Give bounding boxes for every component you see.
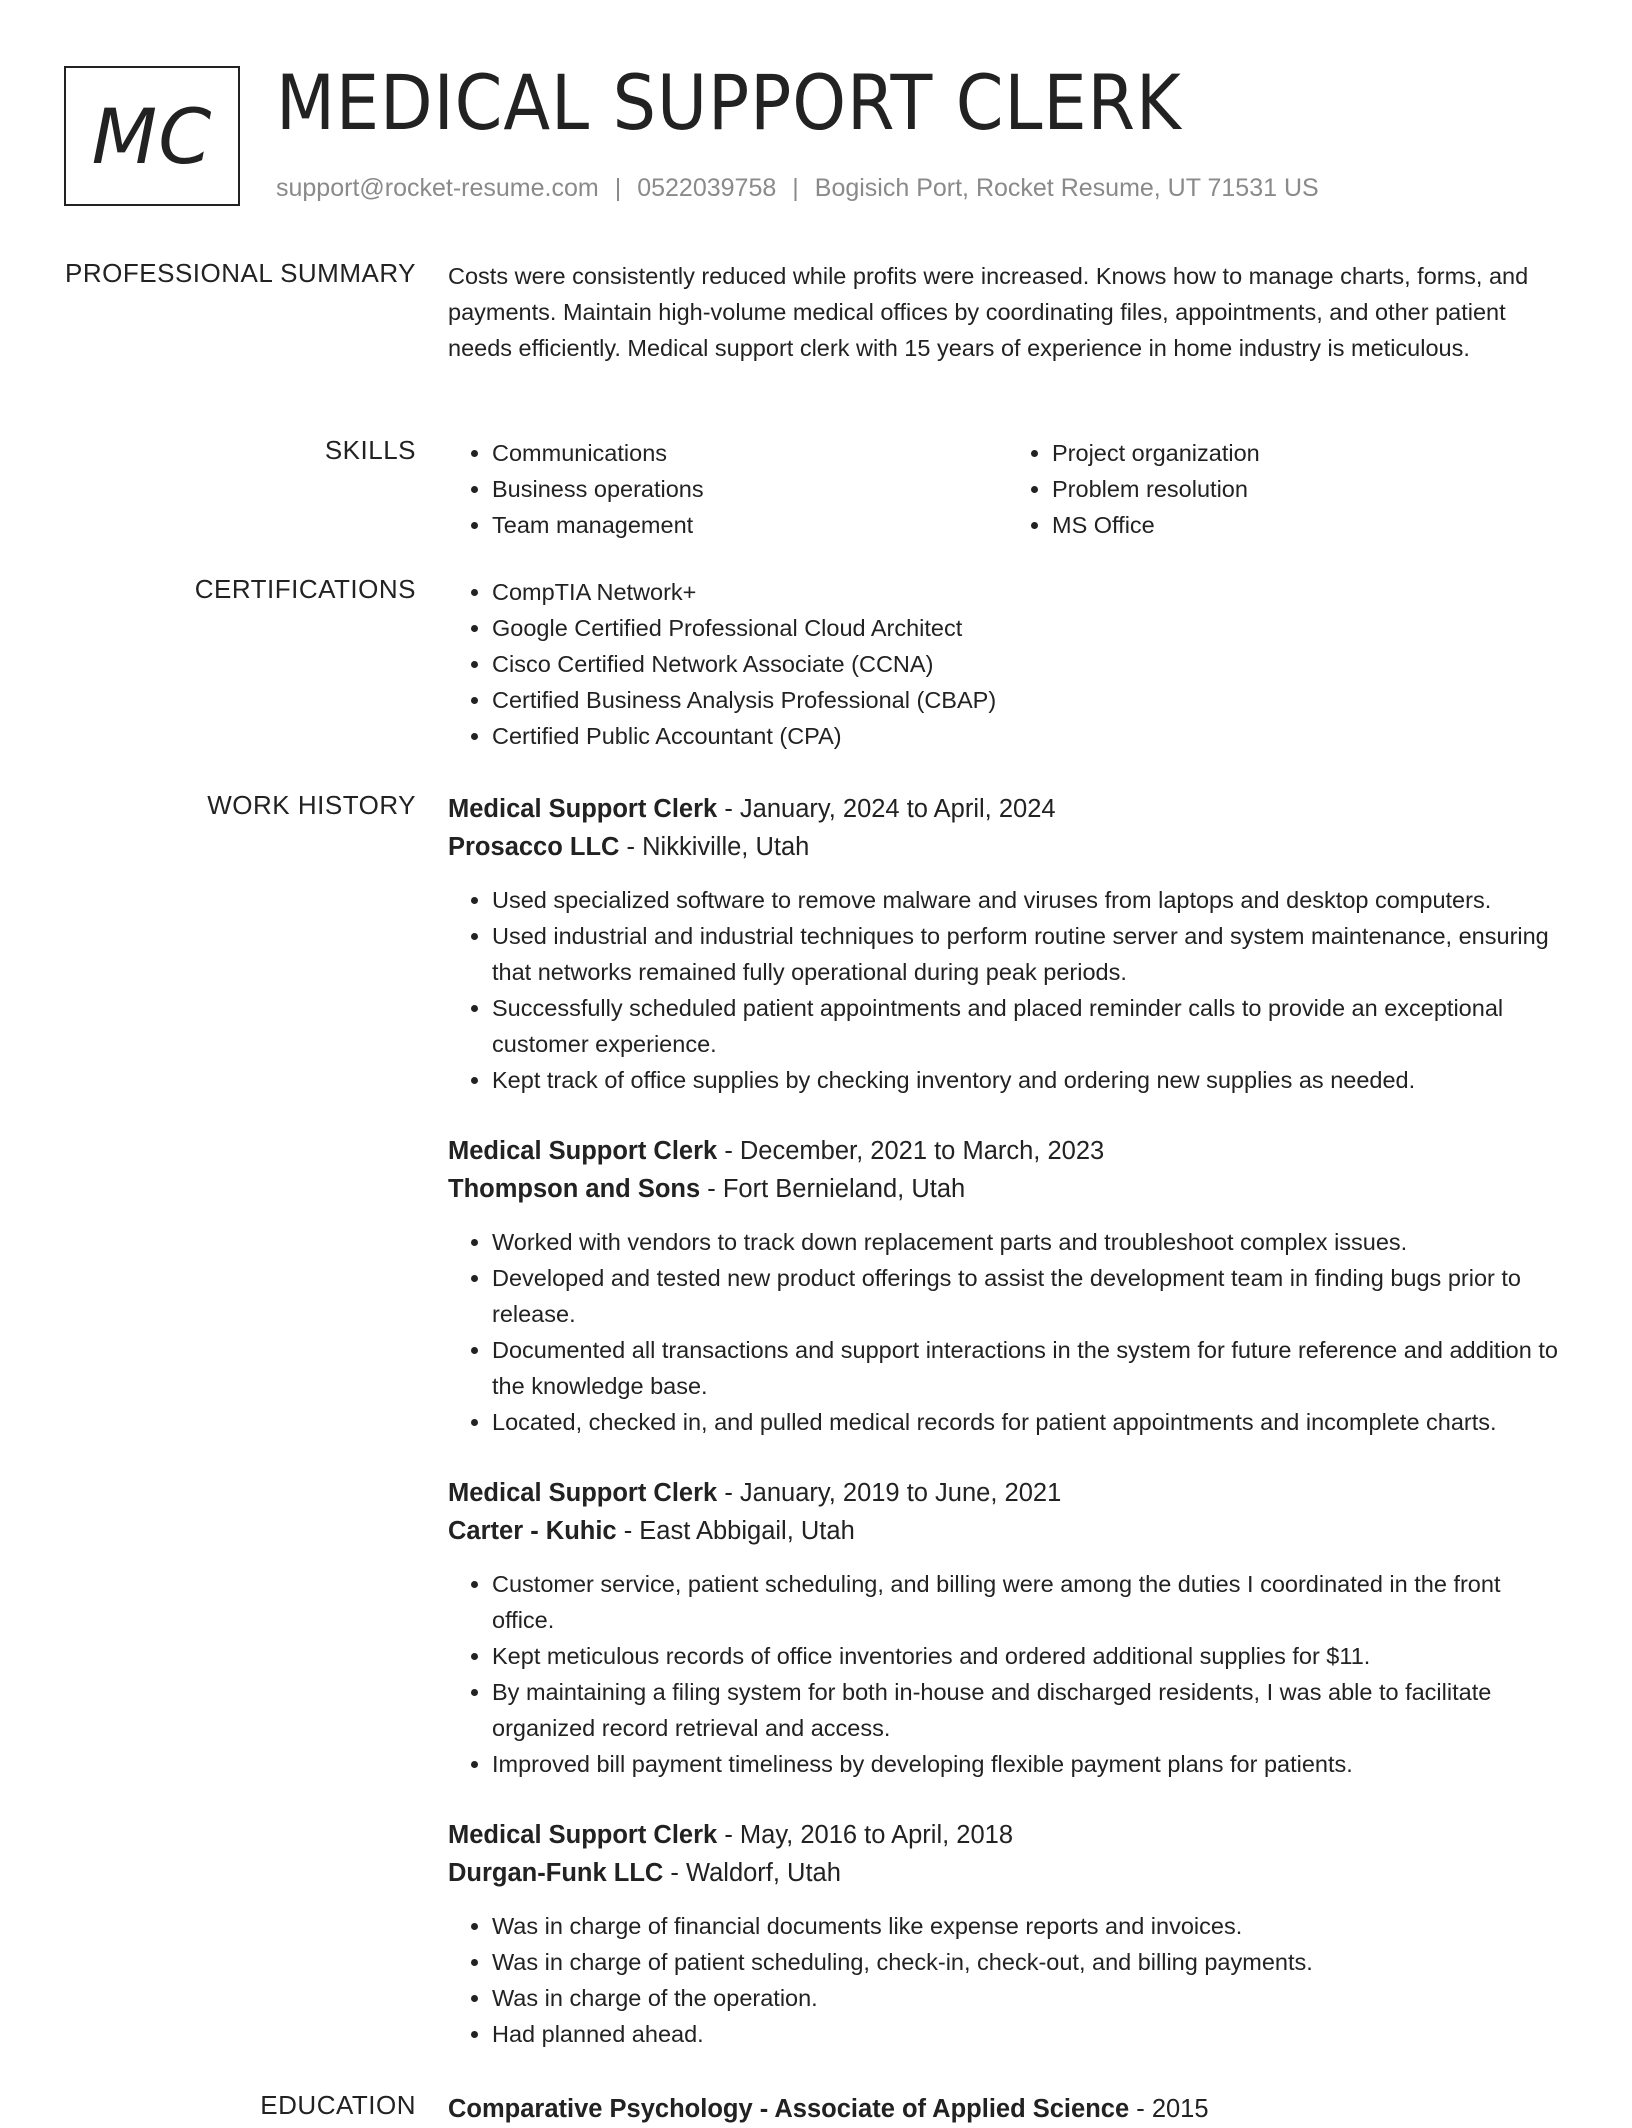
skills-column-1 [448,435,1008,543]
job-company: Prosacco LLC [448,833,620,861]
job-duties-list [448,882,1568,1098]
job-duty: • Kept track of office supplies by checking inventory and ordering new supplies as needed. [492,1062,1568,1098]
summary-text: Costs were consistently reduced while profits were increased. Knows how to manage charts, forms, and payments. Maintain high-volume medical offices by coordinating files, appointments, and other patient needs efficiently. Medical support clerk with 15 years of experience in home industry is meticulous. [448,263,1529,361]
job-title-line [448,1132,1568,1170]
job-title-line [448,1816,1568,1854]
job-duty: • Located, checked in, and pulled medical records for patient appointments and incomplete charts. [492,1404,1568,1440]
job-entry [448,1132,1568,1440]
education-degree: Comparative Psychology - Associate of Applied Science [448,2095,1130,2123]
job-duty: • Was in charge of financial documents like expense reports and invoices. [492,1908,1568,1944]
monogram-box [64,66,240,206]
certification-item: • Google Certified Professional Cloud Architect [492,610,1568,646]
contact-email: support@rocket-resume.com [276,174,599,202]
education-line [448,2090,1568,2128]
job-company-line [448,828,1568,866]
job-dates: - December, 2021 to March, 2023 [717,1137,1105,1165]
job-location: - Fort Bernieland, Utah [700,1175,966,1203]
job-duty: • Kept meticulous records of office inventories and ordered additional supplies for $11. [492,1638,1568,1674]
education-year: - 2015 [1129,2095,1209,2123]
job-duty: • Used specialized software to remove malware and viruses from laptops and desktop computers. [492,882,1568,918]
job-title: Medical Support Clerk [448,795,718,823]
skill-item: • Project organization [1052,435,1568,471]
job-duty: • Improved bill payment timeliness by developing flexible payment plans for patients. [492,1746,1568,1782]
section-heading-skills: SKILLS [324,435,416,465]
job-location: - East Abbigail, Utah [616,1517,855,1545]
skills-body [448,435,1568,543]
skill-item: • MS Office [1052,507,1568,543]
job-title-line [448,790,1568,828]
contact-phone: 0522039758 [637,174,777,202]
skill-item: • Communications [492,435,1008,471]
job-title-line [448,1474,1568,1512]
job-duty: • Worked with vendors to track down replacement parts and troubleshoot complex issues. [492,1224,1568,1260]
job-company-line [448,1854,1568,1892]
job-duties-list [448,1566,1568,1782]
job-entry [448,1816,1568,2052]
job-duties-list [448,1224,1568,1440]
job-duty: • Had planned ahead. [492,2016,1568,2052]
contact-address: Bogisich Port, Rocket Resume, UT 71531 US [814,174,1319,202]
monogram-initials: MC [91,91,213,181]
job-company: Durgan-Funk LLC [448,1859,664,1887]
certification-item: • Certified Business Analysis Professional (CBAP) [492,682,1568,718]
skill-item: • Team management [492,507,1008,543]
job-duty: • Was in charge of patient scheduling, check-in, check-out, and billing payments. [492,1944,1568,1980]
skills-column-2 [1008,435,1568,543]
work-history-body [448,790,1568,2086]
contact-line [276,174,1319,203]
job-location: - Waldorf, Utah [663,1859,841,1887]
job-duty: • Developed and tested new product offerings to assist the development team in finding bugs prior to release. [492,1260,1568,1332]
contact-separator: | [614,174,622,202]
certification-item: • Certified Public Accountant (CPA) [492,718,1568,754]
job-entry [448,1474,1568,1782]
section-heading-education: EDUCATION [260,2090,416,2120]
certification-item: • CompTIA Network+ [492,574,1568,610]
certifications-list [448,574,1568,754]
job-company-line [448,1170,1568,1208]
job-title: Medical Support Clerk [448,1137,718,1165]
job-duty: • Successfully scheduled patient appointments and placed reminder calls to provide an exceptional customer experience. [492,990,1568,1062]
job-duties-list [448,1908,1568,2052]
skill-item: • Problem resolution [1052,471,1568,507]
section-heading-summary: PROFESSIONAL SUMMARY [65,258,416,288]
job-dates: - May, 2016 to April, 2018 [717,1821,1014,1849]
job-title: Medical Support Clerk [448,1821,718,1849]
job-duty: • Used industrial and industrial techniques to perform routine server and system maintenance, ensuring that networks remained fully operational during peak periods. [492,918,1568,990]
job-company: Thompson and Sons [448,1175,701,1203]
job-location: - Nikkiville, Utah [619,833,810,861]
certifications-body [448,574,1568,754]
job-dates: - January, 2019 to June, 2021 [717,1479,1062,1507]
resume-title: MEDICAL SUPPORT CLERK [276,58,1182,147]
job-company: Carter - Kuhic [448,1517,617,1545]
education-body [448,2090,1568,2128]
job-entry [448,790,1568,1098]
contact-separator: | [792,174,799,202]
summary-body [448,258,1568,366]
job-duty: • Customer service, patient scheduling, and billing were among the duties I coordinated in the front office. [492,1566,1568,1638]
section-heading-certifications: CERTIFICATIONS [194,574,416,604]
section-heading-work-history: WORK HISTORY [207,790,416,820]
job-title: Medical Support Clerk [448,1479,718,1507]
job-duty: • Documented all transactions and support interactions in the system for future reference and addition to the knowledge base. [492,1332,1568,1404]
job-company-line [448,1512,1568,1550]
certification-item: • Cisco Certified Network Associate (CCNA) [492,646,1568,682]
job-duty: • By maintaining a filing system for both in-house and discharged residents, I was able to facilitate organized record retrieval and access. [492,1674,1568,1746]
job-duty: • Was in charge of the operation. [492,1980,1568,2016]
job-dates: - January, 2024 to April, 2024 [717,795,1056,823]
skill-item: • Business operations [492,471,1008,507]
